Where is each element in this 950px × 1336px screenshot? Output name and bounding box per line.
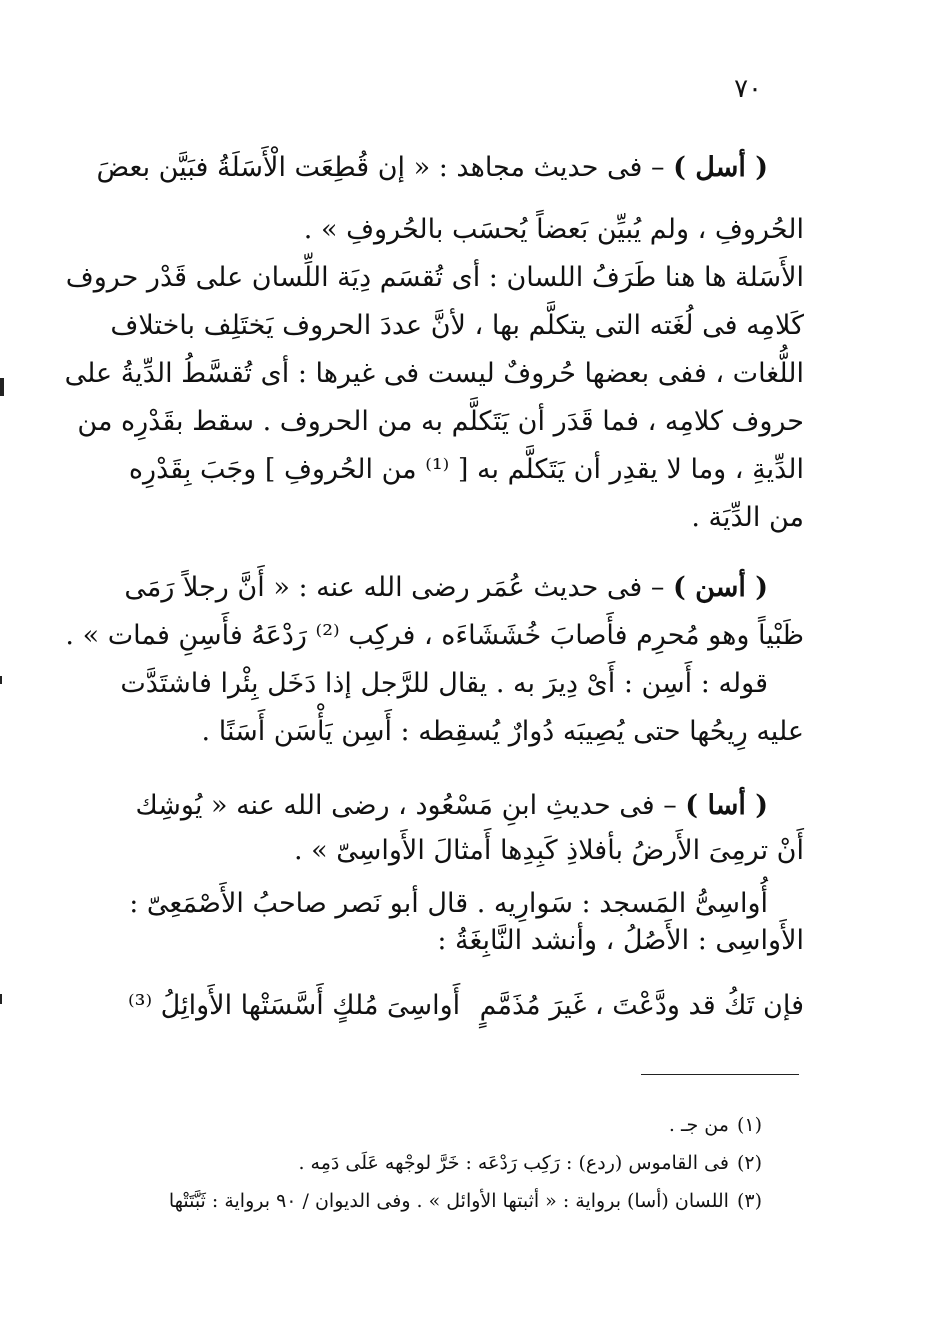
headword-asa: ( أسا ) <box>685 790 768 821</box>
entry-asl-line-2: الحُروفِ ، ولم يُبيِّن بَعضاً يُحسَب بالحُروفِ » . <box>303 214 804 245</box>
scan-edge-mark <box>0 676 2 684</box>
entry-asa-line-4: الأَواسِى : الأَصُلُ ، وأنشد النَّابِغَةُ : <box>437 925 804 956</box>
poem-left-hemistich: أَواسِىَ مُلكٍ أَسَّسَتْها الأَوائِلُ ⁽³⁾ <box>128 990 461 1021</box>
entry-asl-line-6: حروف كلامِه ، فما قَدَر أن يَتَكلَّم به من الحروف . سقط بقَدْرِه من <box>77 406 804 437</box>
entry-asl-line-7: الدِّيةِ ، وما لا يقدِر أن يَتَكلَّم به [ ⁽¹⁾ من الحُروفِ ] وجَبَ بِقَدْرِه <box>128 454 804 485</box>
entry-asl-line-8: من الدِّيَة . <box>691 502 804 533</box>
footnote-3: (٣)اللسان (أسا) برواية : « أثبتها الأوائل » . وفى الديوان / ٩٠ برواية : ثَبَّتَتْها <box>168 1190 762 1212</box>
entry-asl <box>64 150 804 535</box>
footnote-2: (٢)فى القاموس (ردع) : رَكِب رَدْعَه : خَرَّ لوجْهه عَلَى دَمِه . <box>298 1152 762 1174</box>
entry-asan-line-1: ( أسن ) – فى حديث عُمَر رضى الله عنه : « أَنَّ رجلاً رَمَى <box>124 572 768 603</box>
entry-asa <box>128 788 804 958</box>
entry-asl-line-3: الأَسَلة ها هنا طَرَفُ اللسان : أى تُقسَم دِيَة اللِّسان على قَدْر حروف <box>65 262 804 293</box>
entry-asl-line-1: ( أسل ) – فى حديث مجاهد : « إن قُطِعَت الْأَسَلَةُ فبَيَّن بعضَ <box>96 152 768 183</box>
footnote-divider <box>641 1074 799 1075</box>
scan-edge-mark <box>0 994 2 1004</box>
entry-asl-line-5: اللُّغات ، ففى بعضها حُروفٌ ليست فى غيرها : أى تُقسَّطُ الدِّيةُ على <box>64 358 804 389</box>
headword-asl: ( أسل ) <box>673 152 768 183</box>
entry-asa-line-1: ( أسا ) – فى حديثِ ابنِ مَسْعُود ، رضى الله عنه « يُوشِك <box>135 790 768 821</box>
scan-edge-mark <box>0 378 4 396</box>
entry-asan-line-4: عليه رِيحُها حتى يُصِيبَه دُوارٌ يُسقِطه : أَسِن يَأْسَن أَسَنًا . <box>201 716 804 747</box>
page-number: ٧٠ <box>734 74 762 104</box>
entry-asan-line-3: قوله : أَسِن : أَىْ دِيرَ به . يقال للرَّجل إذا دَخَل بِئْرا فاشتَدَّت <box>120 668 768 699</box>
footnote-1: (١)من جـ . <box>668 1114 762 1136</box>
entry-asan-line-2: ظَبْياً وهو مُحرِم فأَصابَ خُشَشَاءَه ، فركِب ⁽²⁾ رَدْعَهُ فأَسِنِ فمات » . <box>65 620 804 651</box>
entry-asa-line-2: أَنْ ترمِىَ الأَرضُ بأفلاذِ كَبِدِها أَمثالَ الأَواسِىّ » . <box>294 835 804 866</box>
headword-asan: ( أسن ) <box>672 572 768 603</box>
poem-right-hemistich: فإن تَكُ قد ودَّعْتَ ، غَيرَ مُذَمَّمٍ <box>479 990 804 1021</box>
entry-asa-line-3: أُواسِىُّ المَسجد : سَوارِيه . قال أبو نَصر صاحبُ الأَصْمَعِىّ : <box>129 888 768 919</box>
footnotes <box>128 1106 804 1220</box>
entry-asan <box>65 570 804 749</box>
entry-asl-line-4: كَلامِه فى لُغَته التى يتكلَّم بها ، لأنَّ عددَ الحروف يَختَلِف باختلاف <box>110 310 804 341</box>
